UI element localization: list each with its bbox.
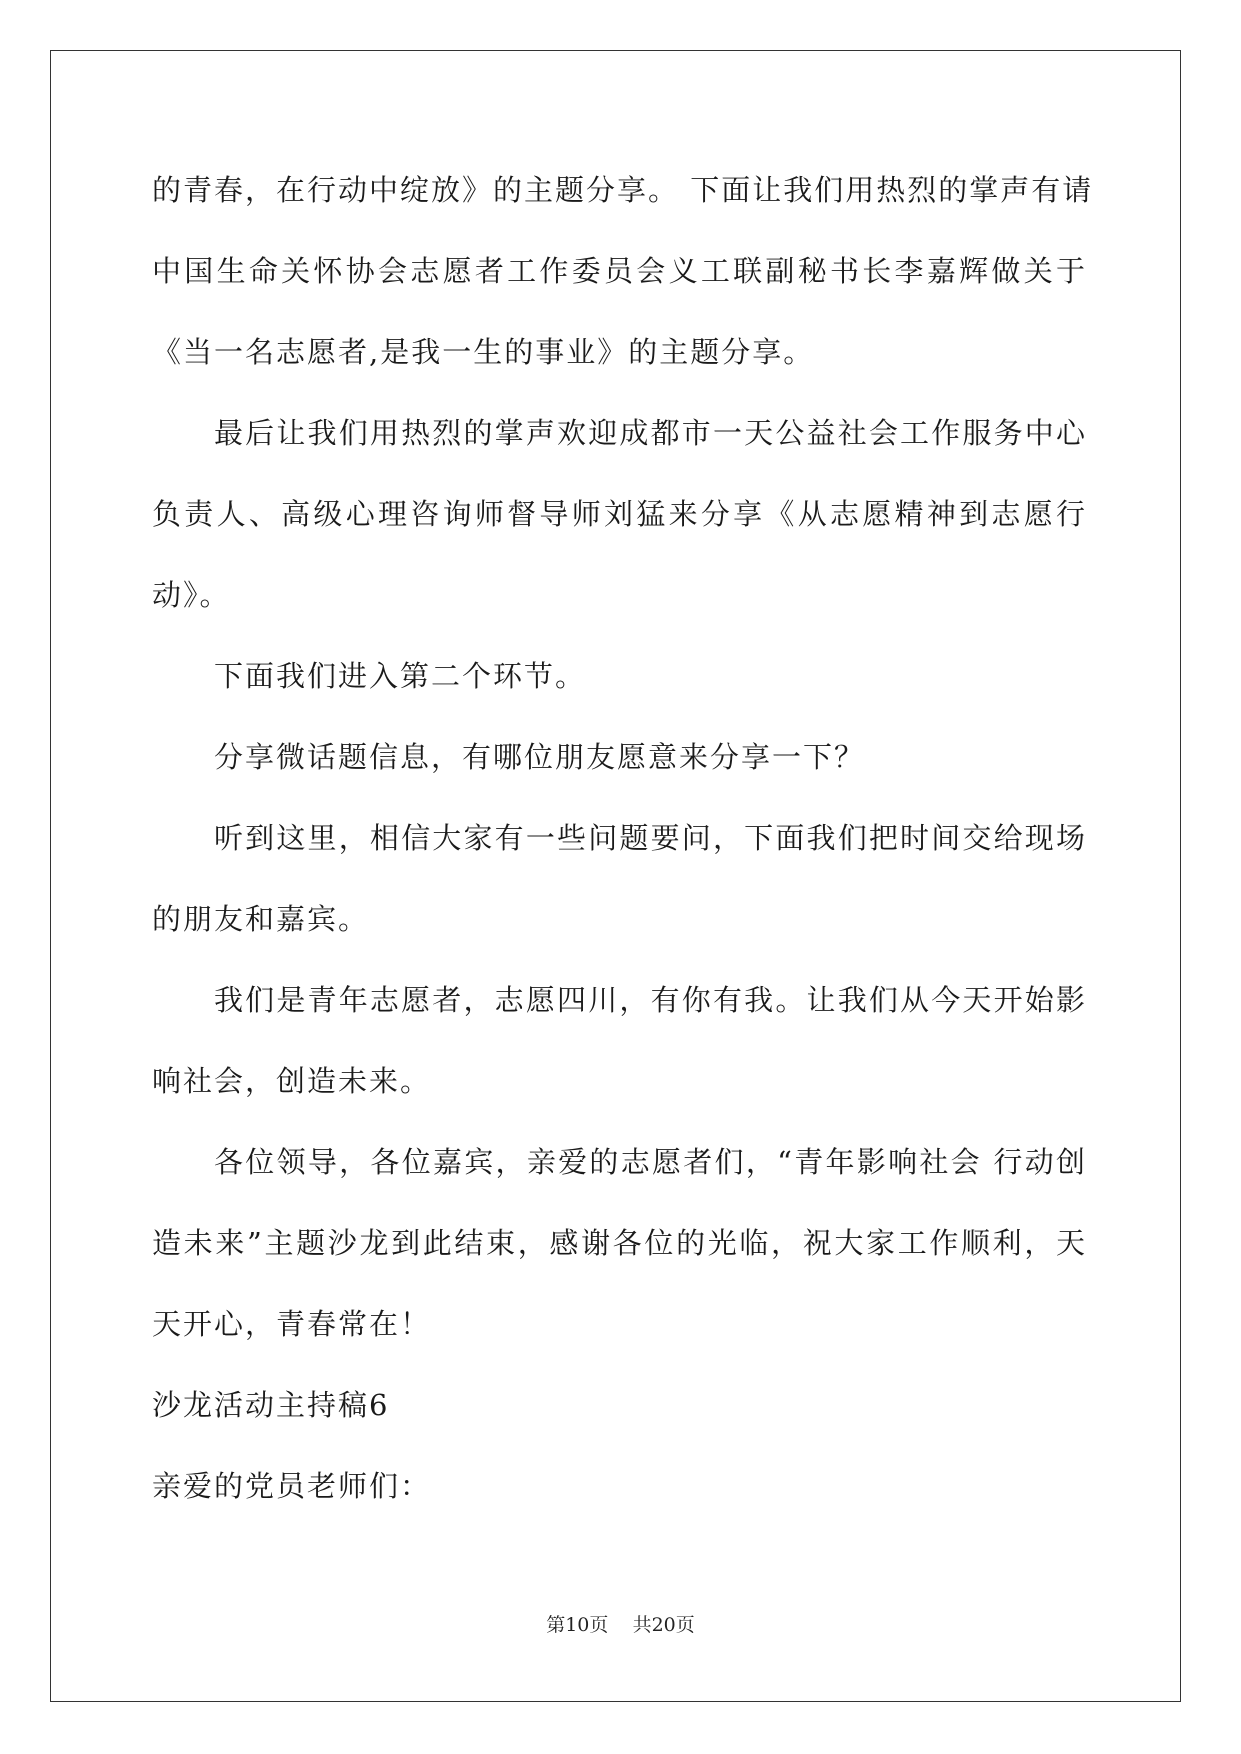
- paragraph-line: 造未来”主题沙龙到此结束，感谢各位的光临，祝大家工作顺利，天: [152, 1226, 1087, 1260]
- paragraph-line: 天开心，青春常在！: [152, 1307, 432, 1341]
- paragraph-line: 最后让我们用热烈的掌声欢迎成都市一天公益社会工作服务中心: [214, 416, 1087, 450]
- paragraph-line: 下面我们进入第二个环节。: [214, 659, 587, 693]
- paragraph-line: 的朋友和嘉宾。: [152, 902, 370, 936]
- page-footer: [0, 1610, 1241, 1637]
- paragraph-line: 负责人、高级心理咨询师督导师刘猛来分享《从志愿精神到志愿行: [152, 497, 1087, 531]
- paragraph-line: 听到这里，相信大家有一些问题要问，下面我们把时间交给现场: [214, 821, 1087, 855]
- page-total: 共20页: [632, 1614, 695, 1636]
- paragraph-line: 各位领导，各位嘉宾，亲爱的志愿者们，“青年影响社会 行动创: [214, 1145, 1087, 1179]
- paragraph-line: 动》。: [152, 578, 231, 612]
- page-number: 第10页: [546, 1614, 609, 1636]
- paragraph-line: 我们是青年志愿者，志愿四川，有你有我。让我们从今天开始影: [214, 983, 1087, 1017]
- document-body: [152, 150, 1094, 1527]
- section-heading: 沙龙活动主持稿6: [152, 1388, 390, 1422]
- salutation-line: 亲爱的党员老师们：: [152, 1469, 432, 1503]
- paragraph-line: 的青春，在行动中绽放》的主题分享。 下面让我们用热烈的掌声有请: [152, 173, 1094, 207]
- paragraph-line: 中国生命关怀协会志愿者工作委员会义工联副秘书长李嘉辉做关于: [152, 254, 1087, 288]
- paragraph-line: 分享微话题信息，有哪位朋友愿意来分享一下？: [214, 740, 866, 774]
- paragraph-line: 响社会，创造未来。: [152, 1064, 432, 1098]
- paragraph-line: 《当一名志愿者,是我一生的事业》的主题分享。: [152, 335, 815, 369]
